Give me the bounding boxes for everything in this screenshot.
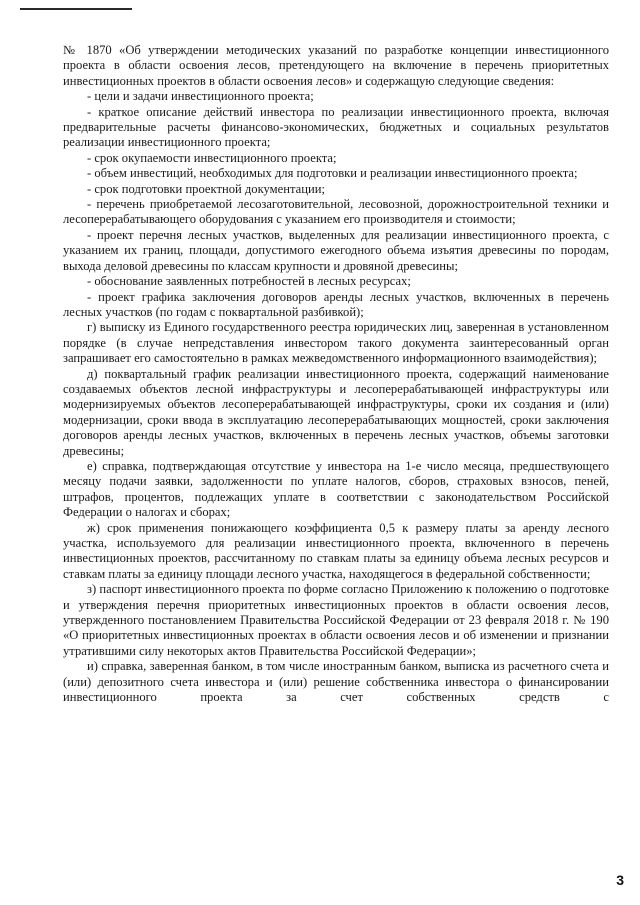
paragraph-item-zh: ж) срок применения понижающего коэффициента 0,5 к размеру платы за аренду лесного участка, используемого для реализации инвестиционного проекта, включенного в перечень инвестиционных проектов, рассчитанному по ставкам платы за единицу объема лесных ресурсов и ставкам платы за единицу площади лесного участка, находящегося в федеральной собственности; xyxy=(63,520,609,581)
paragraph-intro: № 1870 «Об утверждении методических указаний по разработке концепции инвестиционного проекта в области освоения лесов, претендующего на включение в перечень приоритетных инвестиционных проектов в области освоения лесов» и содержащую следующие сведения: xyxy=(63,43,609,88)
top-rule xyxy=(20,8,132,10)
paragraph-item-z: з) паспорт инвестиционного проекта по форме согласно Приложению к положению о подготовке и утверждения перечня приоритетных инвестиционных проектов в области освоения лесов, утвержденного постановлением Правительства Российской Федерации от 23 февраля 2018 г. № 190 «О приоритетных инвестиционных проектах в области освоения лесов и об изменении и признании утратившими силу некоторых актов Правительства Российской Федерации»; xyxy=(63,582,609,658)
paragraph-resource-needs: - обоснование заявленных потребностей в лесных ресурсах; xyxy=(87,274,411,289)
paragraph-payback: - срок окупаемости инвестиционного проекта; xyxy=(87,150,337,165)
paragraph-documentation-term: - срок подготовки проектной документации; xyxy=(87,181,325,196)
paragraph-item-g: г) выписку из Единого государственного реестра юридических лиц, заверенная в установленном порядке (в случае непредставления инвестором такого документа заинтересованный орган запрашивает его самостоятельно в рамках межведомственного информационного взаимодействия); xyxy=(63,320,609,366)
paragraph-item-e: е) справка, подтверждающая отсутствие у инвестора на 1-е число месяца, предшествующего месяцу подачи заявки, задолженности по уплате налогов, сборов, страховых взносов, пеней, штрафов, процентов, подлежащих уплате в соответствии с законодательством Российской Федерации о налогах и сборах; xyxy=(63,458,609,520)
paragraph-goals: - цели и задачи инвестиционного проекта; xyxy=(87,89,314,104)
paragraph-lease-schedule: - проект графика заключения договоров аренды лесных участков, включенных в перечень лесных участков (по годам с поквартальной разбивкой); xyxy=(63,289,609,319)
document-body xyxy=(63,43,609,705)
paragraph-investment-volume: - объем инвестиций, необходимых для подготовки и реализации инвестиционного проекта; xyxy=(87,166,578,181)
paragraph-item-i: и) справка, заверенная банком, в том числе иностранным банком, выписка из расчетного счета и (или) депозитного счета инвестора и (или) решение собственника инвестора о финансировании инвестиционного проекта за счет собственных средств с xyxy=(63,659,609,705)
paragraph-investor-actions: - краткое описание действий инвестора по реализации инвестиционного проекта, включая предварительные расчеты финансово-экономических, бюджетных и социальных результатов реализации инвестиционного проекта; xyxy=(63,104,609,150)
paragraph-equipment-list: - перечень приобретаемой лесозаготовительной, лесовозной, дорожностроительной техники и лесоперерабатывающего оборудования с указанием его производителя и стоимости; xyxy=(63,197,609,227)
paragraph-item-d: д) поквартальный график реализации инвестиционного проекта, содержащий наименование создаваемых объектов лесной инфраструктуры и лесоперерабатывающей инфраструктуры или модернизируемых объектов лесоперерабатывающей инфраструктуры, сроки их создания и (или) модернизации, сроки ввода в эксплуатацию лесоперерабатывающих мощностей, сроки заключения договоров аренды лесных участков, включенных в перечень лесных участков, объемы заготовки древесины; xyxy=(63,366,609,458)
paragraph-forest-plots: - проект перечня лесных участков, выделенных для реализации инвестиционного проекта, с указанием их границ, площади, допустимого ежегодного объема изъятия древесины по породам, выхода деловой древесины по классам крупности и дровяной древесины; xyxy=(63,227,609,273)
page-number: 3 xyxy=(616,872,624,888)
